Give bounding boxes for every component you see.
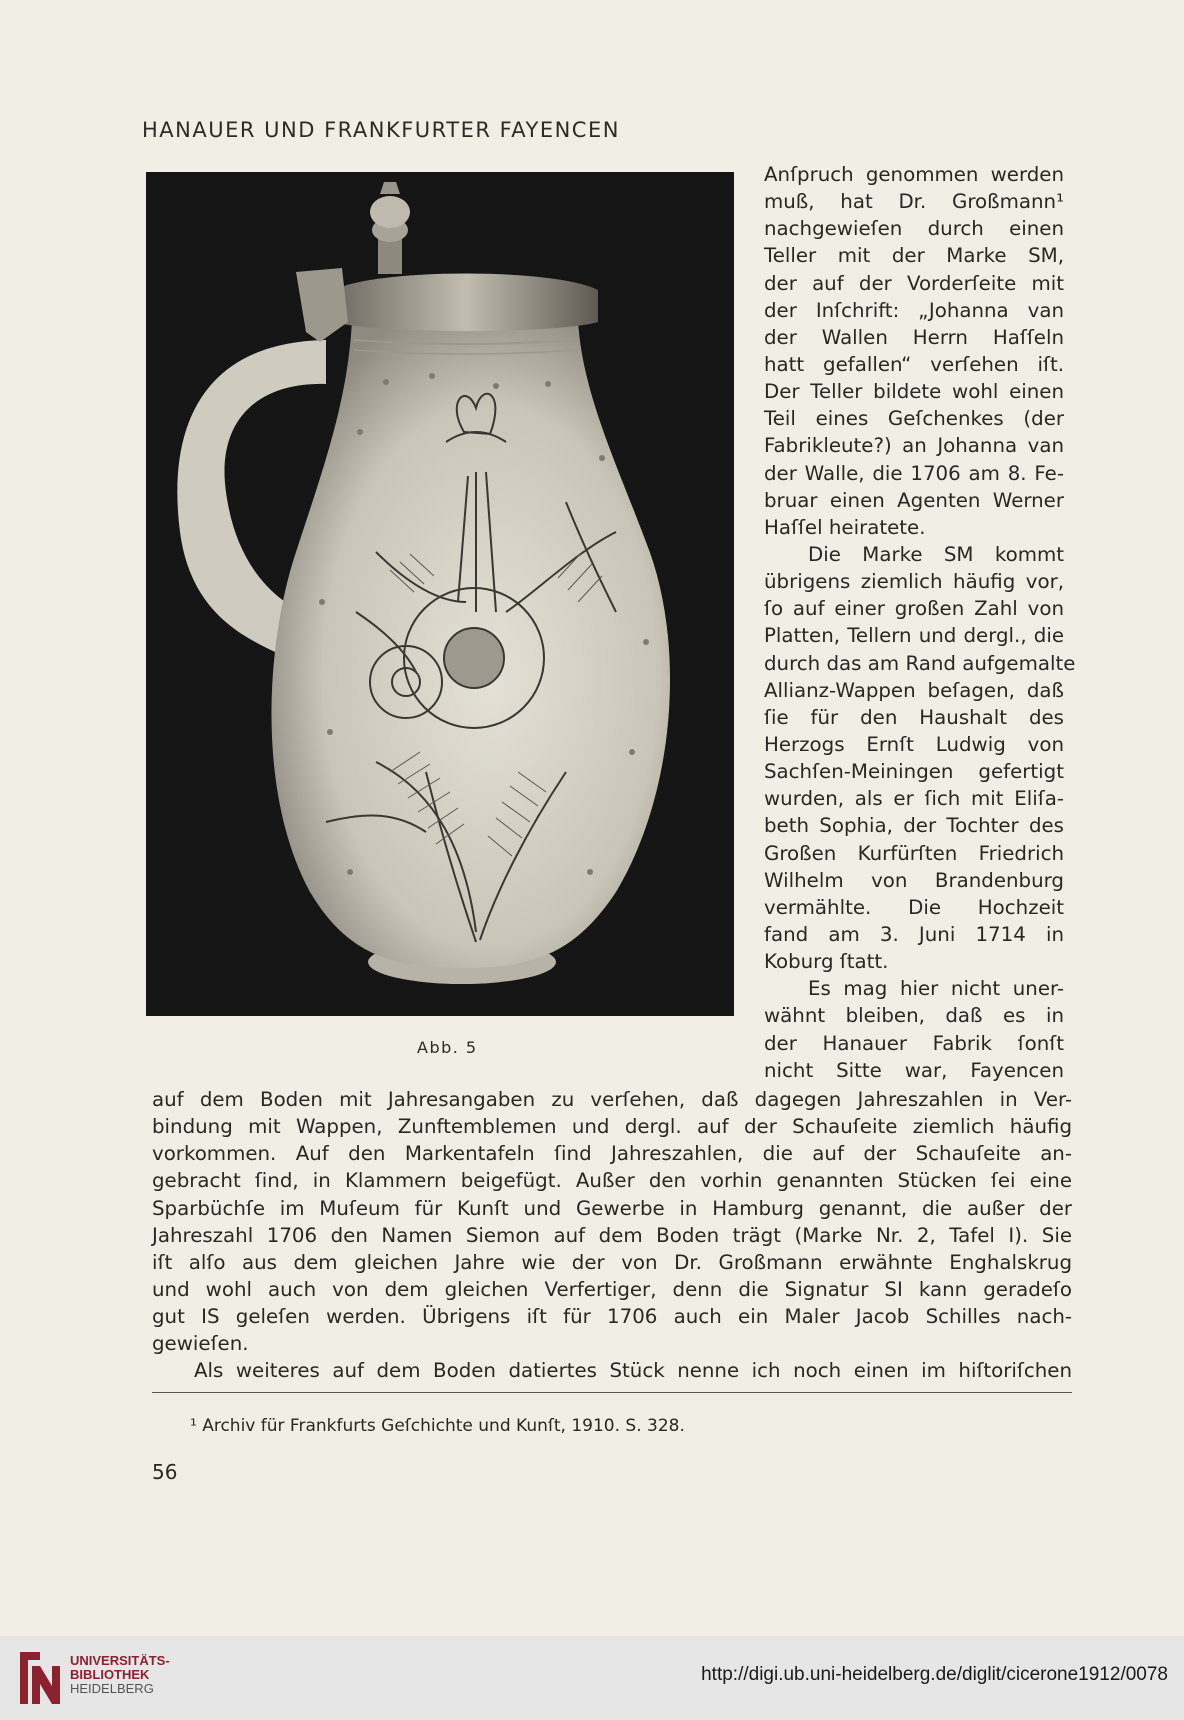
- text-line: Sachſen-Meiningen gefertigt: [764, 760, 1064, 784]
- text-line: vermählte. Die Hochzeit: [764, 895, 1064, 919]
- text-line: gebracht ſind, in Klammern beigefügt. Außer den vorhin genannten Stücken ſei eine: [152, 1169, 1072, 1193]
- footnote-rule: [152, 1392, 1072, 1393]
- text-line: ſo auf einer großen Zahl von: [764, 597, 1064, 621]
- text-line: hatt gefallen“ verſehen iſt.: [764, 352, 1064, 376]
- text-line: Großen Kurfürſten Friedrich: [764, 841, 1064, 865]
- text-line: Herzogs Ernſt Ludwig von: [764, 732, 1064, 756]
- text-line: der Hanauer Fabrik ſonſt: [764, 1031, 1064, 1055]
- text-line: durch das am Rand aufgemalte: [764, 651, 1076, 675]
- text-line: bindung mit Wappen, Zunftemblemen und dergl. auf der Schauſeite ziemlich häufig: [152, 1115, 1072, 1139]
- text-line: bruar einen Agenten Werner: [764, 488, 1064, 512]
- library-name-line: BIBLIOTHEK: [70, 1667, 150, 1682]
- text-line: wurden, als er ſich mit Eliſa-: [764, 787, 1064, 811]
- page-number: 56: [152, 1460, 178, 1484]
- figure-caption: Abb. 5: [417, 1038, 478, 1057]
- text-line: Jahreszahl 1706 den Namen Siemon auf dem Boden trägt (Marke Nr. 2, Tafel I). Sie: [152, 1223, 1072, 1247]
- text-column: [764, 161, 1076, 1084]
- library-logo-icon: [16, 1646, 64, 1710]
- text-line: der Inſchrift: „Johanna van: [764, 298, 1064, 322]
- text-line: Sparbüchſe im Muſeum für Kunſt und Gewerbe in Hamburg genannt, die außer der: [152, 1196, 1072, 1220]
- text-line: iſt alſo aus dem gleichen Jahre wie der von Dr. Großmann erwähnte Enghalskrug: [152, 1250, 1072, 1274]
- text-line: Die Marke SM kommt: [808, 542, 1064, 566]
- text-line: Anſpruch genommen werden: [764, 163, 1064, 186]
- text-line: Teil eines Geſchenkes (der: [764, 407, 1064, 431]
- text-line: wähnt bleiben, daß es in: [764, 1004, 1064, 1028]
- text-line: beth Sophia, der Tochter des: [764, 814, 1064, 838]
- text-line: Allianz-Wappen beſagen, daß: [764, 678, 1064, 702]
- text-line: der Walle, die 1706 am 8. Fe-: [764, 461, 1064, 485]
- library-name: [70, 1654, 170, 1696]
- text-line: Fabrikleute?) an Johanna van: [764, 434, 1064, 458]
- text-line: und wohl auch von dem gleichen Verfertiger, denn die Signatur SI kann geradeſo: [152, 1277, 1072, 1301]
- library-name-line: HEIDELBERG: [70, 1681, 154, 1696]
- text-line: ſie für den Haushalt des: [764, 705, 1064, 729]
- text-line: Teller mit der Marke SM,: [764, 244, 1064, 268]
- faience-jug-illustration: [146, 172, 734, 1016]
- text-line: fand am 3. Juni 1714 in: [764, 922, 1064, 946]
- text-line: nachgewieſen durch einen: [764, 217, 1064, 241]
- text-line: Wilhelm von Brandenburg: [764, 868, 1064, 892]
- running-header: HANAUER UND FRANKFURTER FAYENCEN: [142, 118, 620, 142]
- text-line: Der Teller bildete wohl einen: [764, 380, 1064, 404]
- footnote: ¹ Archiv für Frankfurts Geſchichte und Kunſt, 1910. S. 328.: [190, 1416, 685, 1436]
- figure-jug-photo: [146, 172, 734, 1016]
- text-line: Es mag hier nicht uner-: [808, 977, 1064, 1001]
- source-url-link[interactable]: http://digi.ub.uni-heidelberg.de/diglit/cicerone1912/0078: [701, 1664, 1168, 1685]
- text-line: Haſſel heiratete.: [764, 515, 926, 539]
- text-line: nicht Sitte war, Fayencen: [764, 1058, 1064, 1082]
- text-line: übrigens ziemlich häufig vor,: [764, 570, 1064, 594]
- text-line: vorkommen. Auf den Markentafeln ſind Jahreszahlen, die auf der Schauſeite an-: [152, 1142, 1072, 1166]
- text-line: muß, hat Dr. Großmann¹: [764, 190, 1064, 214]
- text-line: der Wallen Herrn Haſſeln: [764, 325, 1064, 349]
- digitization-footer: [0, 1636, 1184, 1720]
- text-line: gut IS geleſen werden. Übrigens iſt für 1706 auch ein Maler Jacob Schilles nach-: [152, 1305, 1072, 1329]
- text-line: Koburg ſtatt.: [764, 950, 889, 974]
- text-line: gewieſen.: [152, 1332, 249, 1356]
- full-width-text: [152, 1086, 1072, 1385]
- text-line: Als weiteres auf dem Boden datiertes Stück nenne ich noch einen im hiſtoriſchen: [194, 1359, 1072, 1383]
- text-line: der auf der Vorderſeite mit: [764, 271, 1064, 295]
- text-line: Platten, Tellern und dergl., die: [764, 624, 1064, 648]
- library-name-line: UNIVERSITÄTS-: [70, 1653, 170, 1668]
- text-line: auf dem Boden mit Jahresangaben zu verſehen, daß dagegen Jahreszahlen in Ver-: [152, 1088, 1072, 1111]
